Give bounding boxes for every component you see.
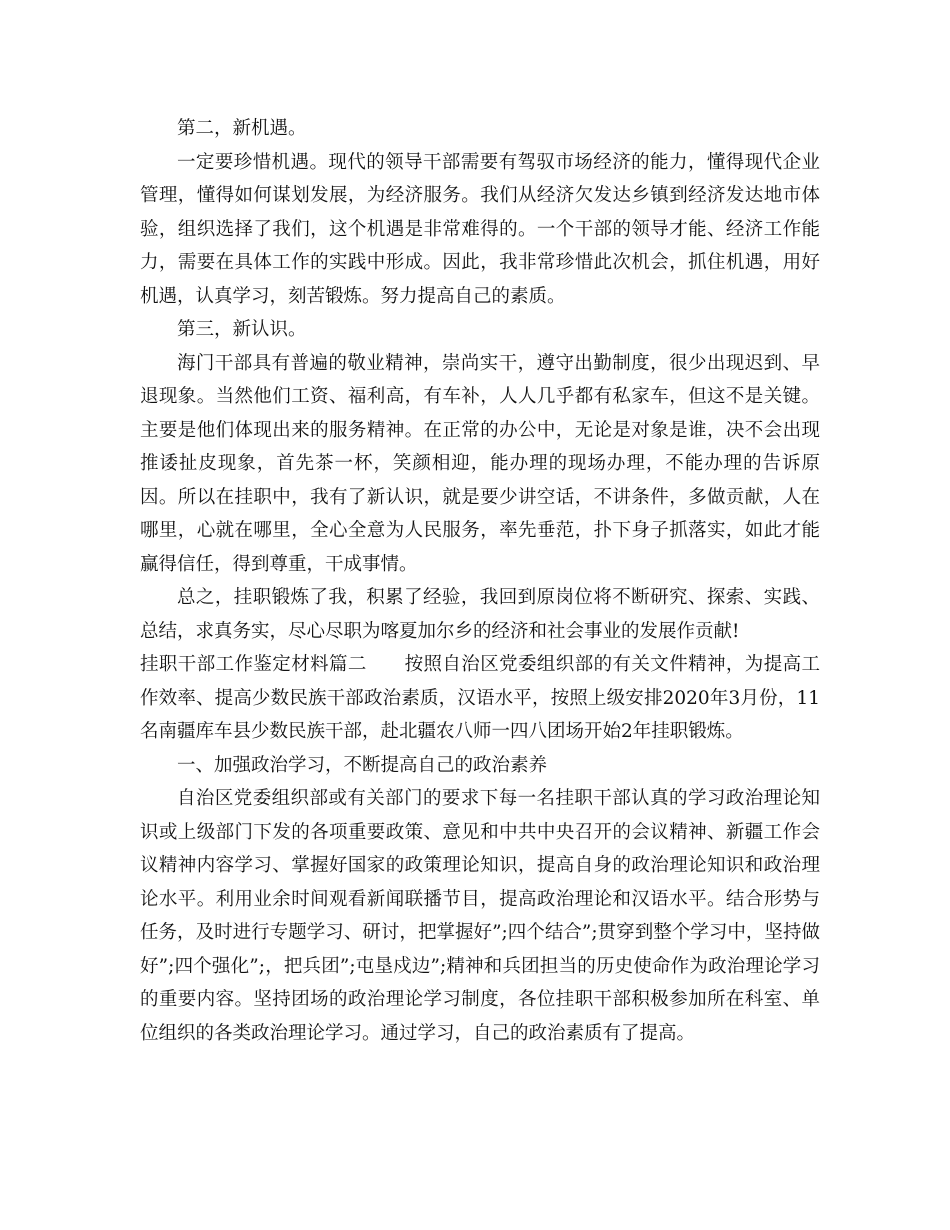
paragraph-part-two-intro: 挂职干部工作鉴定材料篇二 按照自治区党委组织部的有关文件精神，为提高工作效率、提高少数民族干部政治素质，汉语水平，按照上级安排2020年3月份，11名南疆库车县少数民族干部，赴北疆农八师一四八团场开始2年挂职锻炼。 <box>140 654 820 742</box>
section-heading-opportunity: 第二，新机遇。 <box>177 118 307 139</box>
document-body <box>140 112 820 1050</box>
paragraph-opportunity: 一定要珍惜机遇。现代的领导干部需要有驾驭市场经济的能力，懂得现代企业管理，懂得如何谋划发展，为经济服务。我们从经济欠发达乡镇到经济发达地市体验，组织选择了我们，这个机遇是非常难得的。一个干部的领导才能、经济工作能力，需要在具体工作的实践中形成。因此，我非常珍惜此次机会，抓住机遇，用好机遇，认真学习，刻苦锻炼。努力提高自己的素质。 <box>140 151 820 307</box>
paragraph-understanding: 海门干部具有普遍的敬业精神，崇尚实干，遵守出勤制度，很少出现迟到、早退现象。当然他们工资、福利高，有车补，人人几乎都有私家车，但这不是关键。主要是他们体现出来的服务精神。在正常的办公中，无论是对象是谁，决不会出现推诿扯皮现象，首先茶一杯，笑颜相迎，能办理的现场办理，不能办理的告诉原因。所以在挂职中，我有了新认识，就是要少讲空话，不讲条件，多做贡献，人在哪里，心就在哪里，全心全意为人民服务，率先垂范，扑下身子抓落实，如此才能赢得信任，得到尊重，干成事情。 <box>140 352 820 575</box>
section-heading-political-study: 一、加强政治学习，不断提高自己的政治素养 <box>177 754 548 776</box>
paragraph-summary: 总之，挂职锻炼了我，积累了经验，我回到原岗位将不断研究、探索、实践、总结，求真务实，尽心尽职为喀夏加尔乡的经济和社会事业的发展作贡献! <box>140 587 820 642</box>
paragraph-political-study: 自治区党委组织部或有关部门的要求下每一名挂职干部认真的学习政治理论知识或上级部门下发的各项重要政策、意见和中共中央召开的会议精神、新疆工作会议精神内容学习、掌握好国家的政策理论知识，提高自身的政治理论知识和政治理论水平。利用业余时间观看新闻联播节目，提高政治理论和汉语水平。结合形势与任务，及时进行专题学习、研讨，把掌握好”;四个结合”;贯穿到整个学习中，坚持做好”;四个强化”;，把兵团”;屯垦戍边”;精神和兵团担当的历史使命作为政治理论学习的重要内容。坚持团场的政治理论学习制度，各位挂职干部积极参加所在科室、单位组织的各类政治理论学习。通过学习，自己的政治素质有了提高。 <box>140 788 820 1044</box>
section-heading-understanding: 第三，新认识。 <box>177 319 307 340</box>
